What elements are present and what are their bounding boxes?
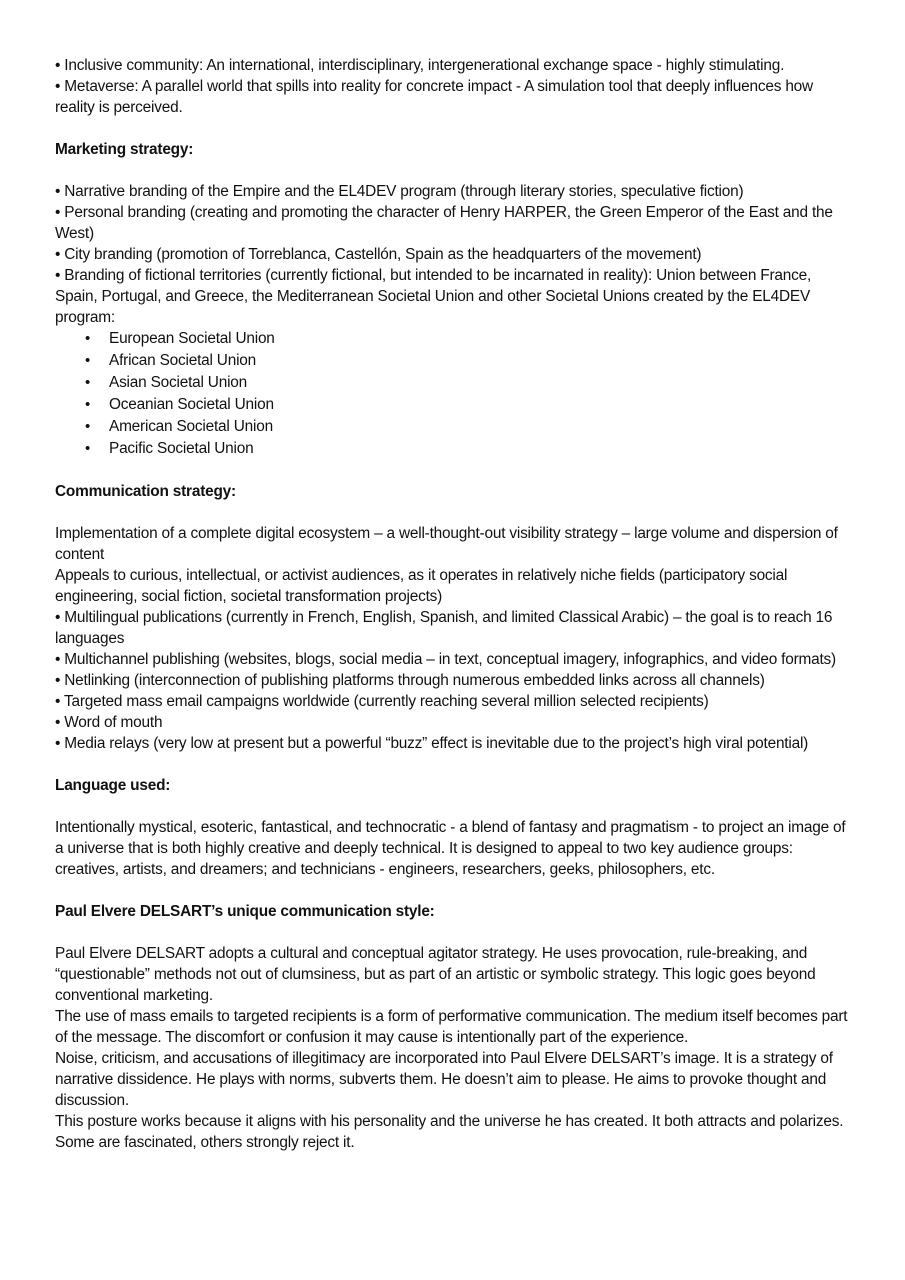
communication-line: • Multilingual publications (currently in French, English, Spanish, and limited Classical Arabic) – the goal is to reach 16 languages [55, 609, 833, 647]
style-paragraph: The use of mass emails to targeted recipients is a form of performative communication. The medium itself becomes part of the message. The discomfort or confusion it may cause is intentionally part of the experience. [55, 1008, 848, 1046]
communication-line: • Media relays (very low at present but a powerful “buzz” effect is inevitable due to the project’s high viral potential) [55, 735, 809, 752]
intro-line: • Metaverse: A parallel world that spills into reality for concrete impact - A simulation tool that deeply influences how reality is perceived. [55, 78, 813, 116]
bullet-icon: • [85, 418, 91, 435]
list-item [55, 416, 855, 438]
list-item-label: American Societal Union [109, 418, 273, 435]
list-item [55, 394, 855, 416]
intro-line: • Inclusive community: An international, interdisciplinary, intergenerational exchange space - highly stimulating. [55, 57, 785, 74]
list-item-label: Pacific Societal Union [109, 440, 254, 457]
marketing-line: • City branding (promotion of Torreblanca, Castellón, Spain as the headquarters of the movement) [55, 246, 702, 263]
list-item [55, 438, 855, 460]
marketing-line: • Personal branding (creating and promoting the character of Henry HARPER, the Green Emperor of the East and the West) [55, 204, 833, 242]
style-paragraph: Paul Elvere DELSART adopts a cultural and conceptual agitator strategy. He uses provocation, rule-breaking, and “questionable” methods not out of clumsiness, but as part of an artistic or symbolic strategy. This logic goes beyond conventional marketing. [55, 945, 816, 1004]
style-paragraph: Noise, criticism, and accusations of illegitimacy are incorporated into Paul Elvere DELSART’s image. It is a strategy of narrative dissidence. He plays with norms, subverts them. He doesn’t aim to please. He aims to provoke thought and discussion. [55, 1050, 833, 1109]
list-item-label: European Societal Union [109, 330, 275, 347]
document-page [55, 55, 855, 1153]
bullet-icon: • [85, 352, 91, 369]
language-paragraph: Intentionally mystical, esoteric, fantastical, and technocratic - a blend of fantasy and pragmatism - to project an image of a universe that is both highly creative and deeply technical. It is designed to appeal to two key audience groups: creatives, artists, and dreamers; and technicians - engineers, researchers, geeks, philosophers, etc. [55, 819, 846, 878]
communication-line: • Netlinking (interconnection of publishing platforms through numerous embedded links across all channels) [55, 672, 765, 689]
bullet-icon: • [85, 440, 91, 457]
language-heading: Language used: [55, 777, 171, 794]
communication-line: Implementation of a complete digital ecosystem – a well-thought-out visibility strategy – large volume and dispersion of content [55, 525, 838, 563]
marketing-line: • Narrative branding of the Empire and the EL4DEV program (through literary stories, speculative fiction) [55, 183, 744, 200]
bullet-icon: • [85, 374, 91, 391]
list-item-label: African Societal Union [109, 352, 257, 369]
societal-unions-list [55, 328, 855, 460]
bullet-icon: • [85, 396, 91, 413]
bullet-icon: • [85, 330, 91, 347]
marketing-line: • Branding of fictional territories (currently fictional, but intended to be incarnated in reality): Union between France, Spain, Portugal, and Greece, the Mediterranean Societal Union and other Societal Unions created by the EL4DEV program: [55, 267, 812, 326]
list-item-label: Asian Societal Union [109, 374, 248, 391]
communication-line: • Word of mouth [55, 714, 163, 731]
style-paragraph: This posture works because it aligns with his personality and the universe he has created. It both attracts and polarizes. Some are fascinated, others strongly reject it. [55, 1113, 844, 1151]
style-heading: Paul Elvere DELSART’s unique communication style: [55, 903, 435, 920]
communication-line: • Targeted mass email campaigns worldwide (currently reaching several million selected recipients) [55, 693, 709, 710]
communication-line: • Multichannel publishing (websites, blogs, social media – in text, conceptual imagery, infographics, and video formats) [55, 651, 836, 668]
list-item [55, 372, 855, 394]
marketing-heading: Marketing strategy: [55, 141, 194, 158]
list-item-label: Oceanian Societal Union [109, 396, 274, 413]
communication-line: Appeals to curious, intellectual, or activist audiences, as it operates in relatively niche fields (participatory social engineering, social fiction, societal transformation projects) [55, 567, 788, 605]
list-item [55, 350, 855, 372]
list-item [55, 328, 855, 350]
communication-heading: Communication strategy: [55, 483, 236, 500]
